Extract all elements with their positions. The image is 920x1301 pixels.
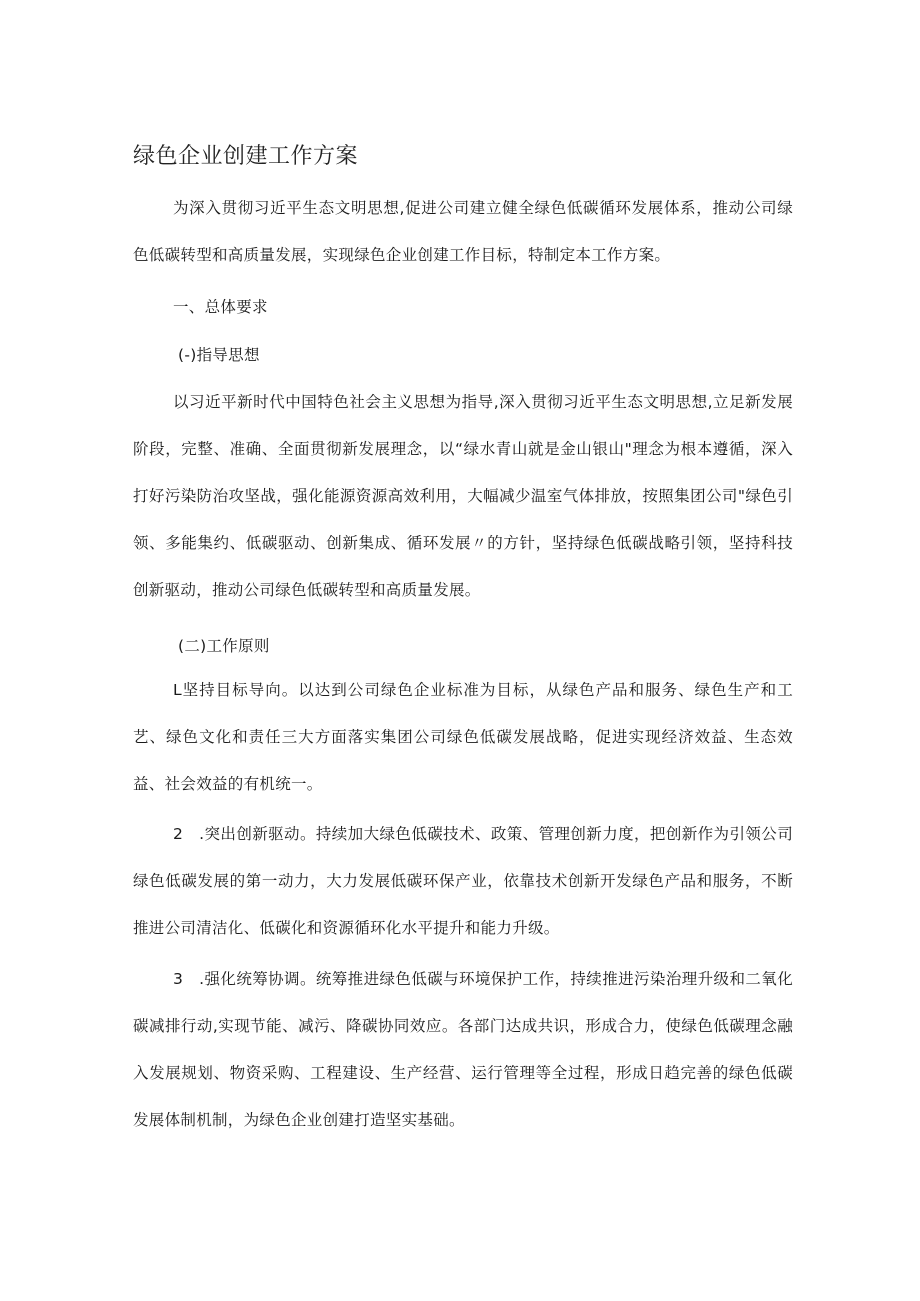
principle-paragraph-2: 2 .突出创新驱动。持续加大绿色低碳技术、政策、管理创新力度，把创新作为引领公司绿色低碳发展的第一动力，大力发展低碳环保产业，依靠技术创新开发绿色产品和服务，不断推进公司清洁化、低碳化和资源循环化水平提升和能力升级。 bbox=[133, 825, 793, 937]
subsection-heading-work-principles: (二)工作原则 bbox=[178, 637, 270, 655]
principle-paragraph-1: L坚持目标导向。以达到公司绿色企业标准为目标，从绿色产品和服务、绿色生产和工艺、绿色文化和责任三大方面落实集团公司绿色低碳发展战略，促进实现经济效益、生态效益、社会效益的有机统一。 bbox=[133, 681, 793, 793]
document-title: 绿色企业创建工作方案 bbox=[133, 144, 359, 169]
section-heading-overall-requirements: 一、总体要求 bbox=[173, 298, 268, 316]
intro-paragraph: 为深入贯彻习近平生态文明思想,促进公司建立健全绿色低碳循环发展体系，推动公司绿色低碳转型和高质量发展，实现绿色企业创建工作目标，特制定本工作方案。 bbox=[133, 199, 793, 264]
subsection-heading-guiding-thought: (-)指导思想 bbox=[178, 346, 260, 364]
principle-paragraph-3: 3 .强化统筹协调。统筹推进绿色低碳与环境保护工作，持续推进污染治理升级和二氧化碳减排行动,实现节能、减污、降碳协同效应。各部门达成共识，形成合力，使绿色低碳理念融入发展规划、物资采购、工程建设、生产经营、运行管理等全过程，形成日趋完善的绿色低碳发展体制机制，为绿色企业创建打造坚实基础。 bbox=[133, 970, 793, 1129]
guiding-thought-paragraph: 以习近平新时代中国特色社会主义思想为指导,深入贯彻习近平生态文明思想,立足新发展阶段，完整、准确、全面贯彻新发展理念，以“绿水青山就是金山银山"理念为根本遵循，深入打好污染防治攻坚战，强化能源资源高效利用，大幅减少温室气体排放，按照集团公司"绿色引领、多能集约、低碳驱动、创新集成、循环发展〃的方针，坚持绿色低碳战略引领，坚持科技创新驱动，推动公司绿色低碳转型和高质量发展。 bbox=[133, 393, 793, 599]
